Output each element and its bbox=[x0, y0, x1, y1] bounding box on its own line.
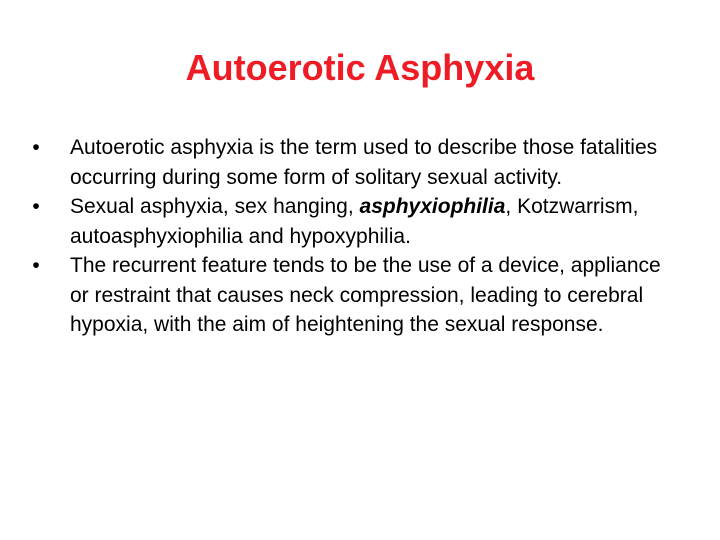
bullet-list bbox=[32, 133, 670, 340]
bullet-item bbox=[32, 192, 670, 251]
bullet-text: Autoerotic asphyxia is the term used to describe those fatalities occurring during some form of solitary sexual activity. bbox=[70, 136, 658, 189]
bullet-text-after: , Kotzwarrism, autoasphyxiophilia and hypoxyphilia. bbox=[70, 195, 639, 248]
bullet-emphasis: asphyxiophilia bbox=[359, 195, 506, 218]
bullet-text: The recurrent feature tends to be the use of a device, appliance or restraint that causes neck compression, leading to cerebral hypoxia, with the aim of heightening the sexual response. bbox=[70, 254, 661, 336]
bullet-text-before: Sexual asphyxia, sex hanging, bbox=[70, 195, 360, 218]
bullet-icon: • bbox=[32, 254, 40, 277]
bullet-item bbox=[32, 251, 670, 340]
bullet-icon: • bbox=[32, 195, 40, 218]
slide-title: Autoerotic Asphyxia bbox=[185, 47, 535, 88]
bullet-icon: • bbox=[32, 136, 40, 159]
bullet-item bbox=[32, 133, 670, 192]
